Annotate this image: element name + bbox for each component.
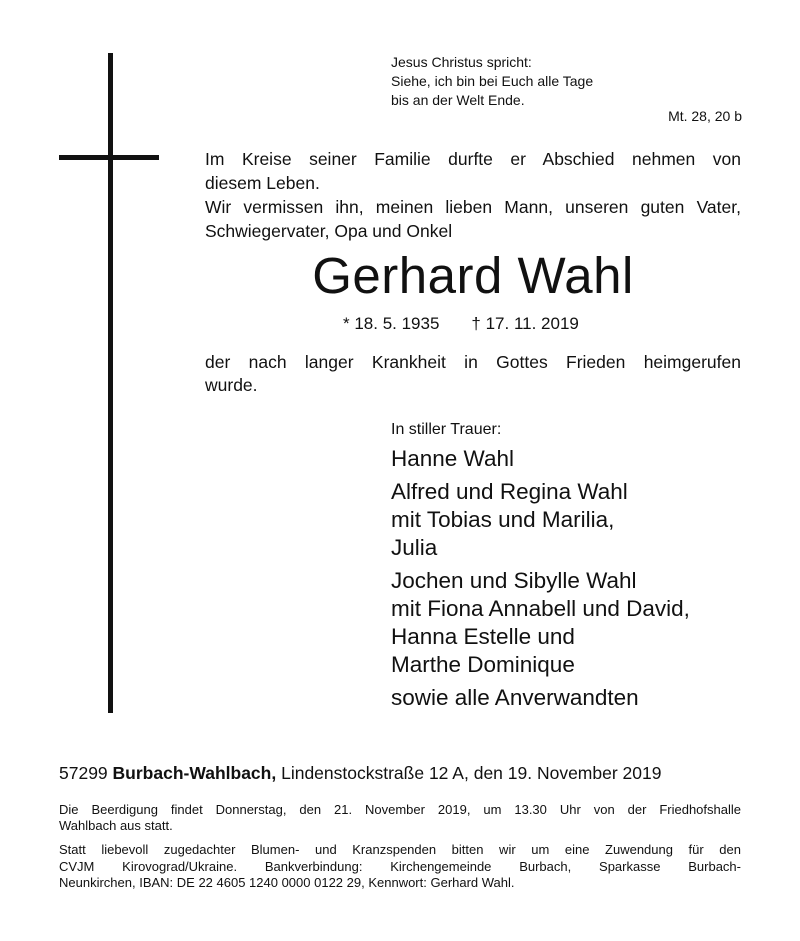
notice-line: Statt liebevoll zugedachter Blumen- und Kranzspenden bitten wir um eine Zuwendung für den (59, 842, 741, 857)
street-date: Lindenstockstraße 12 A, den 19. November 2019 (281, 763, 662, 783)
notice-line: Wahlbach aus statt. (59, 818, 173, 833)
intro-line: Im Kreise seiner Familie durfte er Abschied nehmen von (205, 149, 741, 169)
life-dates (343, 314, 579, 334)
mourner-group (391, 445, 690, 473)
mourners-label: In stiller Trauer: (391, 421, 502, 438)
mourner-group (391, 567, 690, 679)
mourner-line: Julia (391, 535, 438, 560)
mourner-group (391, 478, 690, 562)
mourner-line: mit Tobias und Marilia, (391, 507, 615, 532)
mourner-line: Jochen und Sibylle Wahl (391, 568, 637, 593)
quote-line: Siehe, ich bin bei Euch alle Tage (391, 73, 594, 89)
after-line: wurde. (205, 375, 258, 395)
deceased-name: Gerhard Wahl (312, 247, 634, 304)
intro-text (205, 147, 741, 243)
intro-line: Schwiegervater, Opa und Onkel (205, 221, 453, 241)
mourner-line: Marthe Dominique (391, 652, 575, 677)
mourner-line: Hanna Estelle und (391, 624, 575, 649)
death-date: † 17. 11. 2019 (471, 314, 579, 333)
notice-line: Neunkirchen, IBAN: DE 22 4605 1240 0000 0122 29, Kennwort: Gerhard Wahl. (59, 875, 515, 890)
after-line: der nach langer Krankheit in Gottes Frieden heimgerufen (205, 352, 741, 372)
postcode: 57299 (59, 763, 108, 783)
quote-line: Jesus Christus spricht: (391, 54, 532, 70)
mourner-line: Hanne Wahl (391, 446, 514, 471)
mourner-line: mit Fiona Annabell und David, (391, 596, 690, 621)
after-text (205, 351, 741, 397)
intro-line: Wir vermissen ihn, meinen lieben Mann, unseren guten Vater, (205, 197, 741, 217)
mourner-group (391, 684, 690, 712)
donation-notice (59, 842, 741, 892)
town: Burbach-Wahlbach, (112, 763, 277, 783)
cross-horizontal-bar (59, 155, 159, 160)
mourner-line: sowie alle Anverwandten (391, 685, 639, 710)
funeral-notice (59, 802, 741, 834)
address-line (59, 763, 661, 784)
bible-quote (391, 53, 651, 110)
quote-reference: Mt. 28, 20 b (668, 108, 742, 124)
mourner-line: Alfred und Regina Wahl (391, 479, 628, 504)
intro-line: diesem Leben. (205, 173, 320, 193)
quote-line: bis an der Welt Ende. (391, 92, 525, 108)
mourners-list (391, 445, 690, 717)
cross-vertical-bar (108, 53, 113, 713)
birth-date: * 18. 5. 1935 (343, 314, 440, 333)
notice-line: Die Beerdigung findet Donnerstag, den 21. November 2019, um 13.30 Uhr von der Friedhofshalle (59, 802, 741, 817)
notice-line: CVJM Kirovograd/Ukraine. Bankverbindung: Kirchengemeinde Burbach, Sparkasse Burbach- (59, 858, 741, 874)
